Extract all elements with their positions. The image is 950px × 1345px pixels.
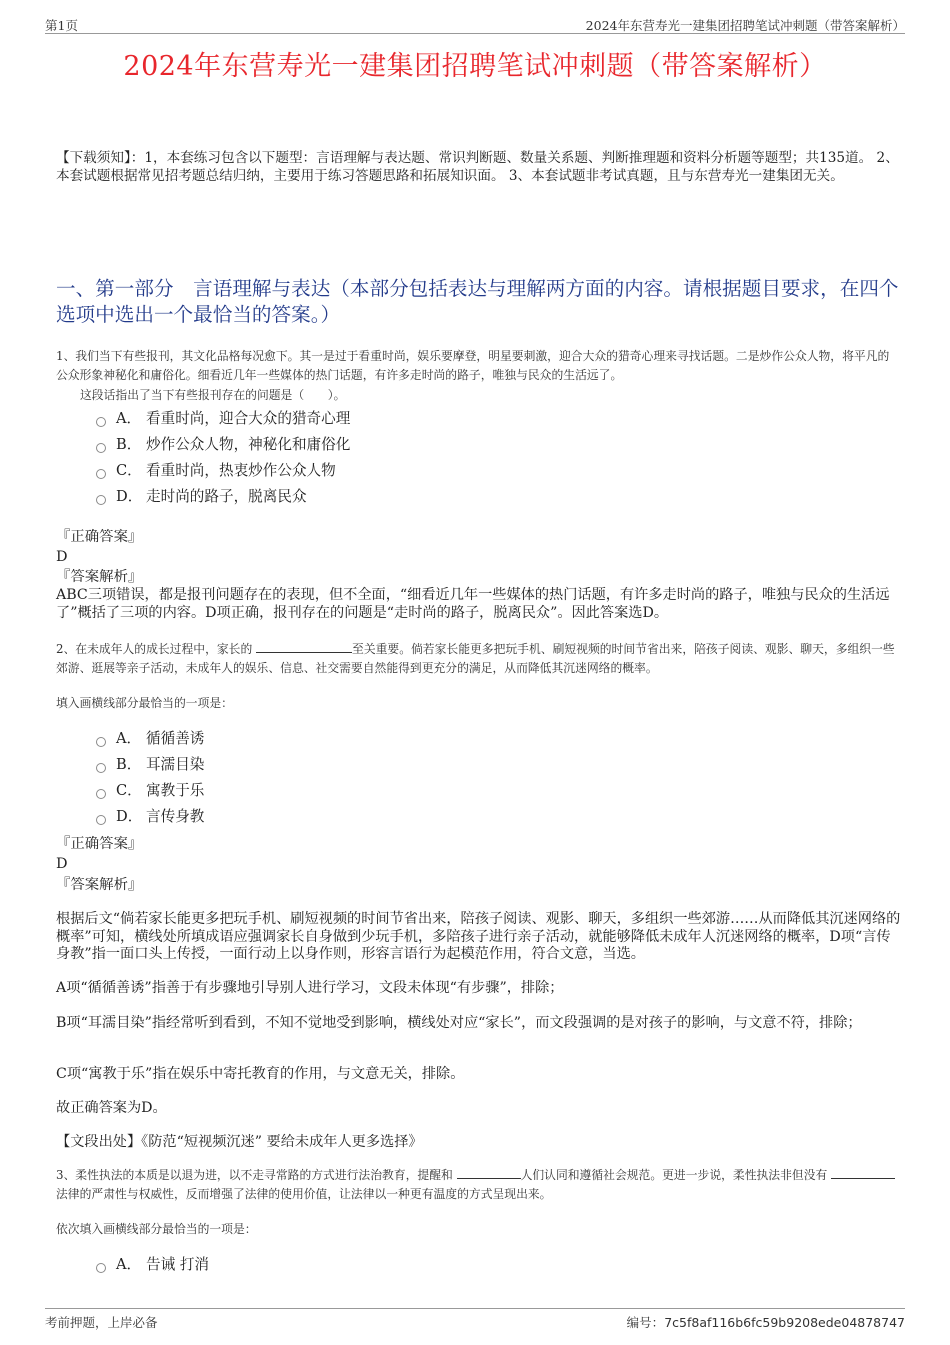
question-3-option-a[interactable]: A． 告诫 打消 [96,1255,209,1275]
radio-icon[interactable] [96,469,106,479]
page-number: 第1页 [45,18,78,33]
radio-icon[interactable] [96,443,106,453]
question-3-ask: 依次填入画横线部分最恰当的一项是： [56,1222,257,1236]
question-2-option-a[interactable]: A． 循循善诱 [96,729,204,749]
footer-slogan: 考前押题，上岸必备 [45,1315,158,1330]
question-2-ask: 填入画横线部分最恰当的一项是： [56,696,233,710]
question-2-option-d[interactable]: D． 言传身教 [96,807,204,827]
question-1-option-b[interactable]: B． 炒作公众人物，神秘化和庸俗化 [96,435,350,455]
header-divider [45,33,905,34]
download-notice: 【下载须知】：1，本套练习包含以下题型：言语理解与表达题、常识判断题、数量关系题、判断推理题和资料分析题等题型；共135道。 2、本套试题根据常见招考题总结归纳，主要用于练习答题思路和拓展知识面。 3、本套试题非考试真题，且与东营寿光一建集团无关。 [56,150,899,184]
radio-icon[interactable] [96,495,106,505]
question-2-option-b[interactable]: B． 耳濡目染 [96,755,204,775]
question-1-answer: D [56,549,68,565]
question-2-answer: D [56,856,68,872]
question-2-analysis-c: C项“寓教于乐”指在娱乐中寄托教育的作用，与文意无关，排除。 [56,1066,465,1082]
question-1-option-c[interactable]: C． 看重时尚，热衷炒作公众人物 [96,461,336,481]
question-3-stem: 3、柔性执法的本质是以退为进，以不走寻常路的方式进行法治教育，提醒和 人们认同和遵循社会规范。更进一步说，柔性执法非但没有 法律的严肃性与权威性，反而增强了法律的使用价值，让法律以一种更有温度的方式呈现出来。 [56,1166,901,1204]
question-1-ask: 这段话指出了当下有些报刊存在的问题是（ ）。 [80,388,346,402]
radio-icon[interactable] [96,737,106,747]
fill-blank [256,641,352,653]
radio-icon[interactable] [96,789,106,799]
radio-icon[interactable] [96,815,106,825]
question-2-source: 【文段出处】《防范“短视频沉迷” 要给未成年人更多选择》 [56,1134,423,1150]
radio-icon[interactable] [96,1263,106,1273]
footer-code: 编号：7c5f8af116b6fc59b9208ede04878747 [626,1315,905,1330]
fill-blank [457,1167,521,1179]
radio-icon[interactable] [96,763,106,773]
question-1-option-a[interactable]: A． 看重时尚，迎合大众的猎奇心理 [96,409,350,429]
question-2-answer-label: 『正确答案』 [56,836,143,852]
question-1-answer-label: 『正确答案』 [56,529,143,545]
question-2-option-c[interactable]: C． 寓教于乐 [96,781,204,801]
section-heading: 一、第一部分 言语理解与表达（本部分包括表达与理解两方面的内容。请根据题目要求，在四个选项中选出一个最恰当的答案。） [56,277,899,326]
fill-blank [831,1167,895,1179]
question-1-analysis-label: 『答案解析』 [56,569,143,585]
footer-divider [45,1308,905,1309]
header-doc-title: 2024年东营寿光一建集团招聘笔试冲刺题（带答案解析） [585,18,905,33]
question-1-stem: 1、我们当下有些报刊，其文化品格每况愈下。其一是过于看重时尚，娱乐要摩登，明星要刺激，迎合大众的猎奇心理来寻找话题。二是炒作公众人物，将平凡的公众形象神秘化和庸俗化。细看近几年一些媒体的热门话题，有许多走时尚的路子，唯独与民众的生活远了。 [56,349,890,382]
question-1-option-d[interactable]: D． 走时尚的路子，脱离民众 [96,487,307,507]
question-2-analysis-label: 『答案解析』 [56,877,143,893]
question-1-analysis: ABC三项错误，都是报刊问题存在的表现，但不全面，“细看近几年一些媒体的热门话题，有许多走时尚的路子，唯独与民众的生活远了”概括了三项的内容。D项正确，报刊存在的问题是“走时尚的路子，脱离民众”。因此答案选D。 [56,587,890,621]
question-2-analysis-a: A项“循循善诱”指善于有步骤地引导别人进行学习，文段未体现“有步骤”，排除； [56,980,564,996]
question-2-analysis-conclusion: 故正确答案为D。 [56,1100,167,1116]
question-2-stem: 2、在未成年人的成长过程中，家长的 至关重要。倘若家长能更多把玩手机、刷短视频的时间节省出来，陪孩子阅读、观影、聊天，多组织一些郊游、逛展等亲子活动，未成年人的娱乐、信息、社交需要自然能得到更充分的满足，从而降低其沉迷网络的概率。 [56,642,895,675]
page-title: 2024年东营寿光一建集团招聘笔试冲刺题（带答案解析） [123,51,827,82]
question-2-analysis-b: B项“耳濡目染”指经常听到看到，不知不觉地受到影响，横线处对应“家长”，而文段强调的是对孩子的影响，与文意不符，排除； [56,1015,862,1031]
question-2-analysis-main: 根据后文“倘若家长能更多把玩手机、刷短视频的时间节省出来，陪孩子阅读、观影、聊天，多组织一些郊游……从而降低其沉迷网络的概率”可知，横线处所填成语应强调家长自身做到少玩手机，多陪孩子进行亲子活动，就能够降低未成年人沉迷网络的概率，D项“言传身教”指一面口头上传授，一面行动上以身作则，形容言语行为起模范作用，符合文意，当选。 [56,911,901,962]
radio-icon[interactable] [96,417,106,427]
